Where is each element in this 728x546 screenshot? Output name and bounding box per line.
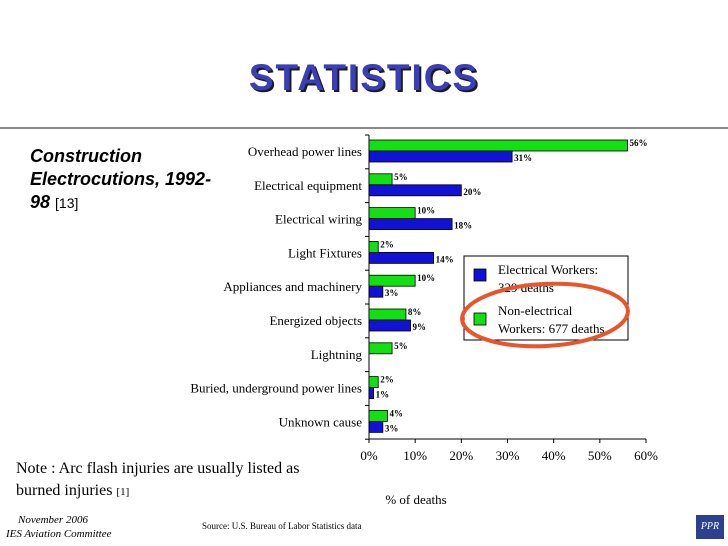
bar-non-electrical xyxy=(369,410,387,421)
data-label-non-electrical: 4% xyxy=(389,408,403,419)
bar-non-electrical xyxy=(369,275,415,286)
data-label-electrical: 14% xyxy=(435,254,454,265)
bar-non-electrical xyxy=(369,241,378,252)
bar-electrical xyxy=(369,151,512,162)
bar-non-electrical xyxy=(369,309,406,320)
data-label-non-electrical: 2% xyxy=(380,239,394,250)
footer-committee: IES Aviation Committee xyxy=(6,528,112,540)
data-label-electrical: 20% xyxy=(463,186,482,197)
category-label: Buried, underground power lines xyxy=(190,380,362,396)
x-tick-label: 60% xyxy=(634,448,658,463)
footer-date: November 2006 xyxy=(18,514,88,526)
slide-title: STATISTICS xyxy=(248,57,480,98)
subtitle-reference: [13] xyxy=(55,195,79,211)
bar-non-electrical xyxy=(369,174,392,185)
x-tick-label: 30% xyxy=(495,448,520,463)
data-label-non-electrical: 2% xyxy=(380,374,394,385)
bar-non-electrical xyxy=(369,343,392,354)
data-label-non-electrical: 10% xyxy=(417,273,436,284)
data-label-electrical: 3% xyxy=(384,288,399,299)
logo: PPR xyxy=(696,515,724,539)
data-label-non-electrical: 8% xyxy=(407,307,422,317)
data-label-electrical: 9% xyxy=(412,322,427,332)
data-label-non-electrical: 10% xyxy=(417,205,436,216)
category-label: Lightning xyxy=(310,346,362,362)
data-label-electrical: 1% xyxy=(375,389,390,400)
data-label-electrical: 31% xyxy=(514,153,533,163)
category-label: Unknown cause xyxy=(278,414,362,430)
note-text: Note : Arc flash injuries are usually listed as burned injuries xyxy=(16,460,300,499)
bar-electrical xyxy=(369,320,411,331)
subtitle-text: Construction Electrocutions, 1992-98 xyxy=(30,146,212,212)
bar-electrical xyxy=(369,185,461,196)
legend-label-non-electrical: Workers: 677 deaths xyxy=(498,321,605,336)
x-axis-title: % of deaths xyxy=(385,492,447,507)
note xyxy=(16,458,316,503)
legend-swatch-non-electrical xyxy=(474,313,486,325)
category-label: Electrical equipment xyxy=(254,177,362,193)
legend-swatch-electrical xyxy=(474,269,486,281)
data-label-electrical: 18% xyxy=(454,220,473,231)
bar-electrical xyxy=(369,421,383,432)
legend-label-electrical: Electrical Workers: xyxy=(498,262,599,277)
data-label-electrical: 3% xyxy=(384,423,399,434)
bar-non-electrical xyxy=(369,140,628,151)
data-label-non-electrical: 5% xyxy=(394,171,408,182)
data-label-non-electrical: 56% xyxy=(629,138,648,148)
note-reference: [1] xyxy=(116,486,130,498)
x-tick-label: 0% xyxy=(360,448,378,463)
bar-electrical xyxy=(369,286,383,297)
x-tick-label: 50% xyxy=(587,448,612,463)
category-label: Energized objects xyxy=(269,313,362,328)
bar-electrical xyxy=(369,388,374,399)
bar-electrical xyxy=(369,219,452,230)
category-label: Appliances and machinery xyxy=(223,279,362,295)
x-tick-label: 40% xyxy=(541,448,566,463)
category-label: Overhead power lines xyxy=(247,144,362,159)
source-note: Source: U.S. Bureau of Labor Statistics data xyxy=(202,521,362,531)
bar-electrical xyxy=(369,252,434,263)
bar-non-electrical xyxy=(369,208,415,219)
legend-label-non-electrical: Non-electrical xyxy=(498,303,573,318)
legend-label-electrical: 329 deaths xyxy=(498,280,554,295)
x-tick-label: 20% xyxy=(449,448,474,463)
data-label-non-electrical: 5% xyxy=(394,340,408,351)
category-label: Light Fixtures xyxy=(287,245,362,261)
category-label: Electrical wiring xyxy=(275,211,362,227)
bar-non-electrical xyxy=(369,377,378,388)
x-tick-label: 10% xyxy=(403,448,428,463)
